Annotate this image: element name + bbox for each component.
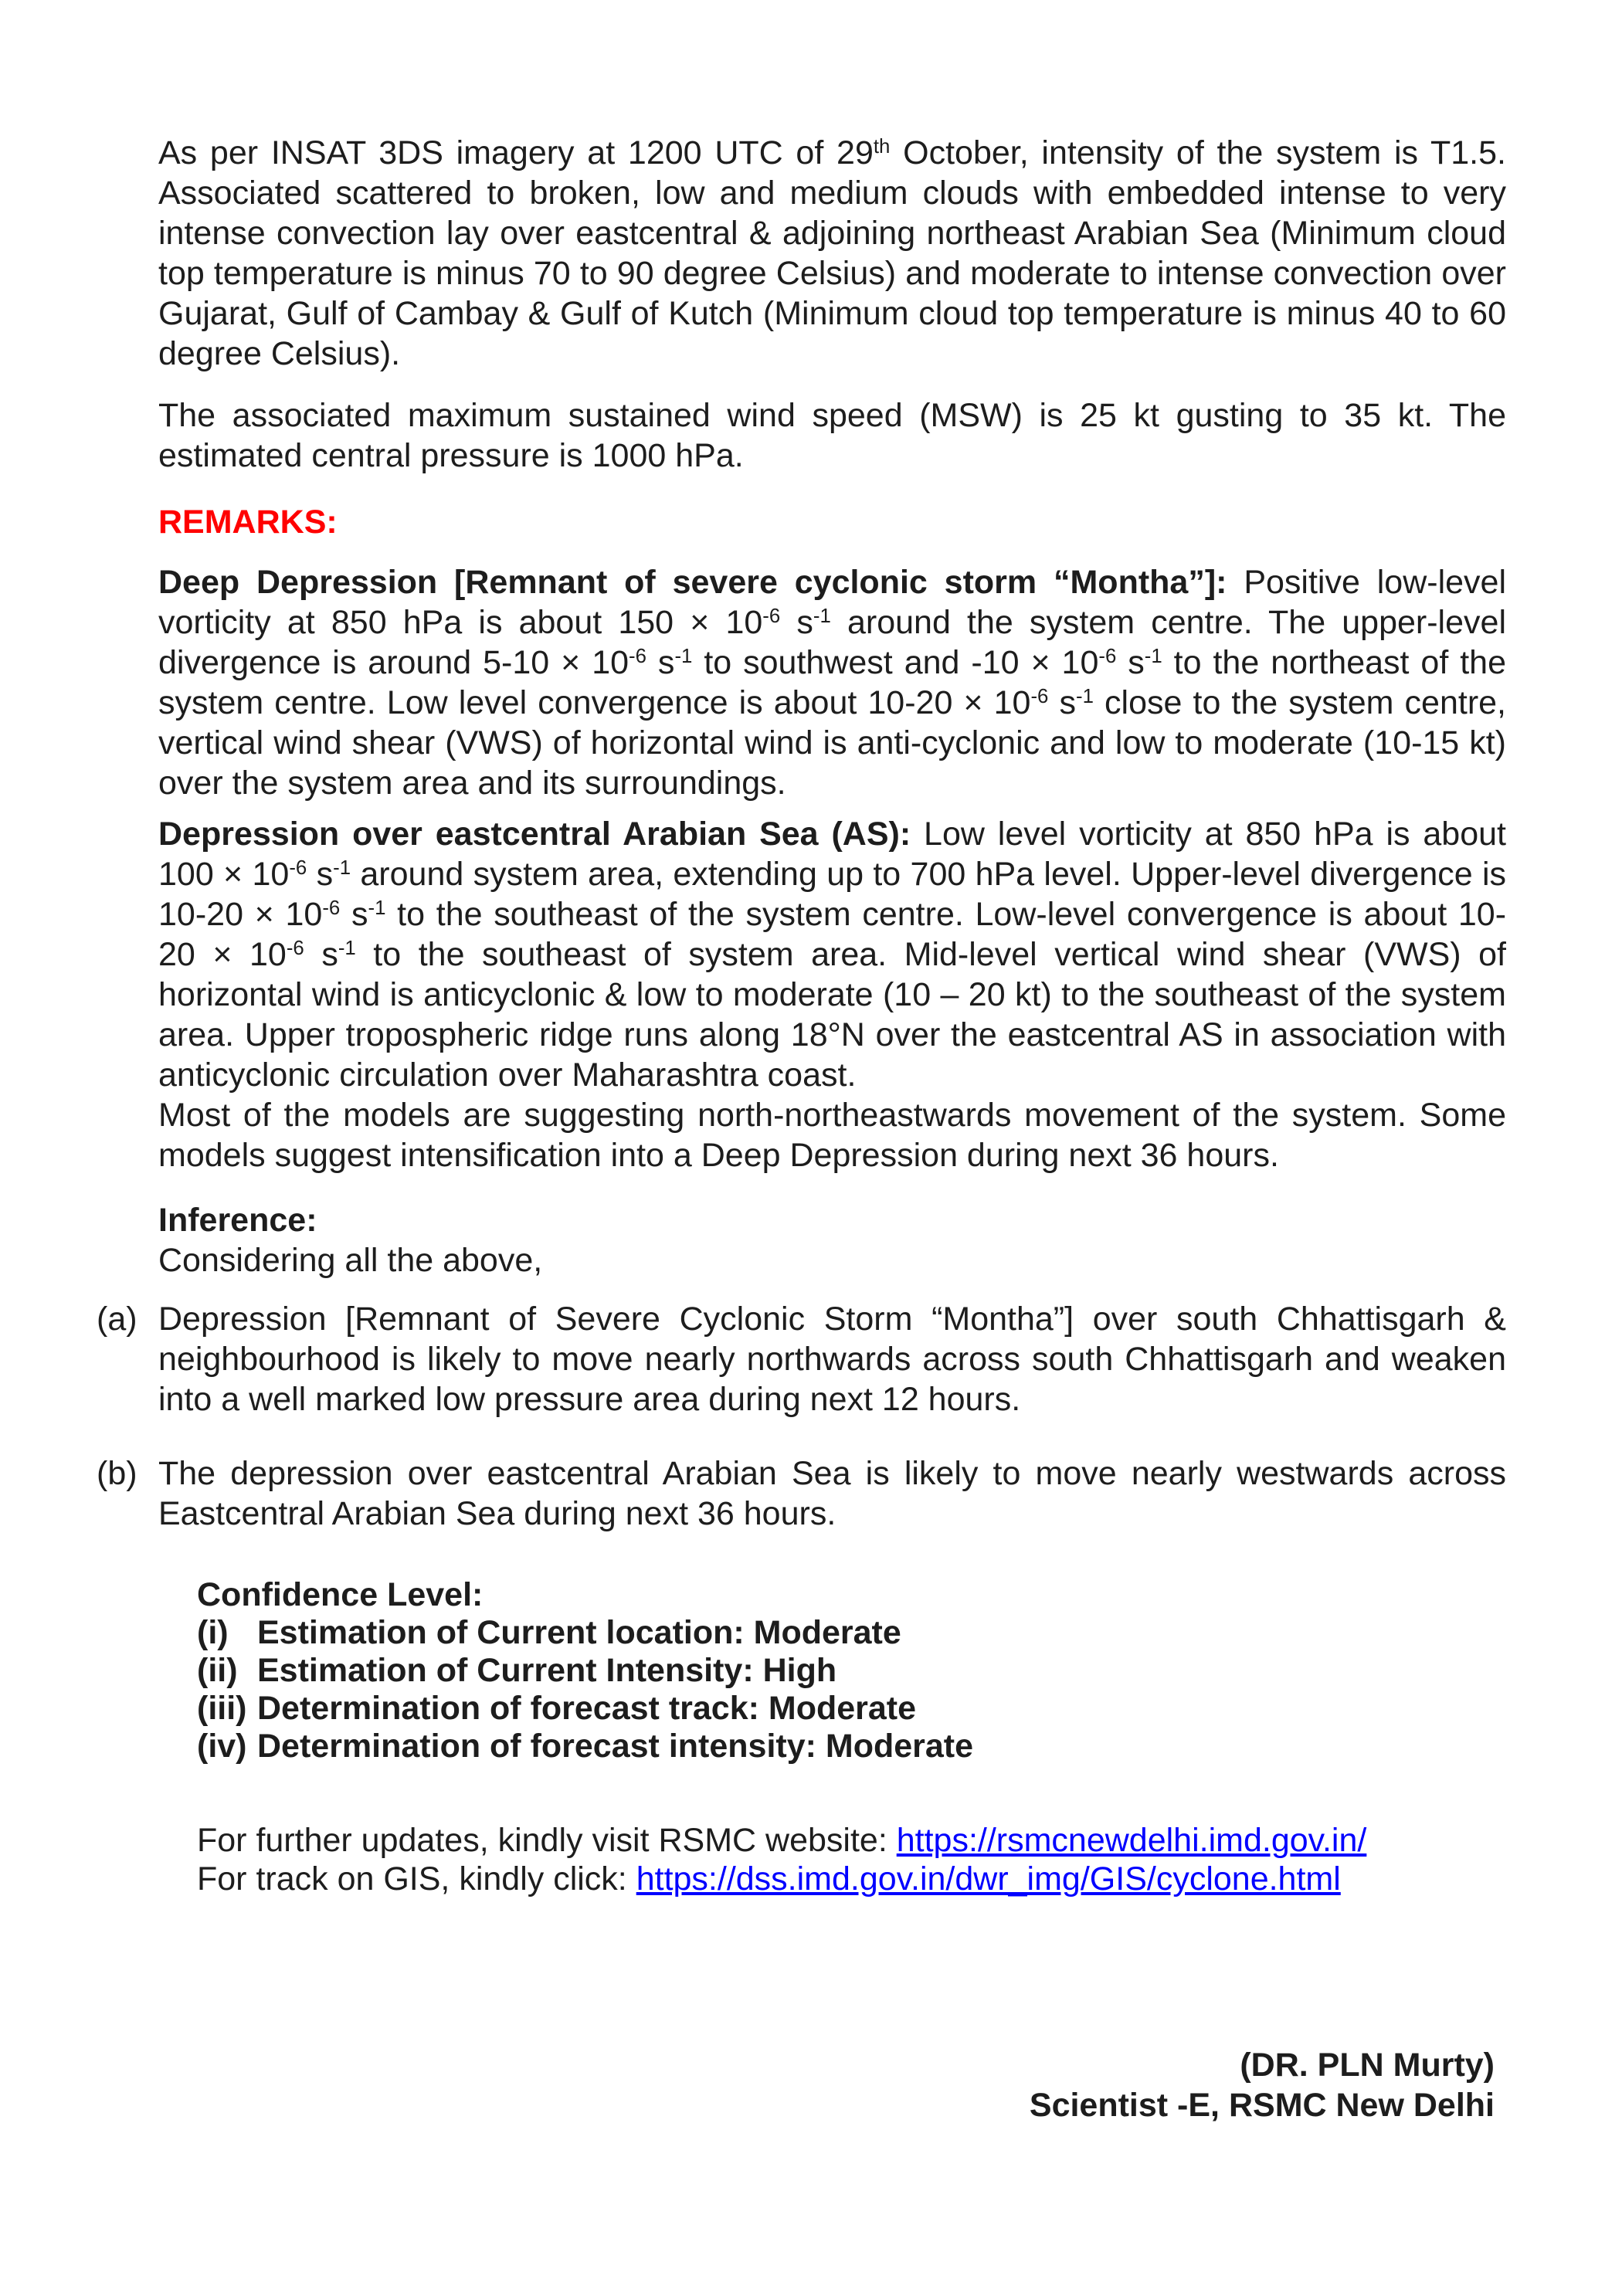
confidence-item-forecast-track <box>197 1690 1506 1728</box>
inference-heading: Inference: <box>158 1202 317 1239</box>
inference-item-b-label: (b) <box>97 1455 137 1492</box>
signature-block <box>158 2045 1495 2125</box>
confidence-item-forecast-intensity-label: (iv) <box>197 1728 247 1765</box>
inference-item-a-text: Depression [Remnant of Severe Cyclonic Storm “Montha”] over south Chhattisgarh & neighbourhood is likely to move nearly northwards across south Chhattisgarh and weaken into a well marked low pressure area during next 12 hours. <box>158 1301 1506 1418</box>
confidence-item-forecast-track-text: Determination of forecast track: Moderate <box>257 1690 917 1727</box>
inference-item-b-text: The depression over eastcentral Arabian Sea is likely to move nearly westwards across Eastcentral Arabian Sea during next 36 hours. <box>158 1455 1506 1532</box>
rsmc-website-link[interactable]: https://rsmcnewdelhi.imd.gov.in/ <box>896 1822 1367 1859</box>
inference-item-b <box>97 1453 1506 1534</box>
confidence-level-block <box>197 1576 1506 1765</box>
inference-item-a <box>97 1299 1506 1419</box>
remarks-heading: REMARKS: <box>158 504 338 541</box>
paragraph-arabian-sea-depression-remarks: Depression over eastcentral Arabian Sea (AS): Low level vorticity at 850 hPa is about $100 \times 10^{-6}$ $s^{-1}$ around system area, extending up to 700 hPa level. Upper-level divergence is $10-20 \times 10^{-6}$ $s^{-1}$ to the southeast of the system centre. Low-level convergence is about $10-20 \times 10^{-6}$ $s^{-1}$ to the southeast of system area. Mid-level vertical wind shear (VWS) of horizontal wind is anticyclonic & low to moderate (10 – 20 kt) to the southeast of the system area. Upper tropospheric ridge runs along 18°N over the eastcentral AS in association with anticyclonic circulation over Maharashtra coast. <box>158 816 1507 1094</box>
confidence-item-intensity-text: Estimation of Current Intensity: High <box>257 1652 837 1689</box>
gis-track-line: For track on GIS, kindly click: https://dss.imd.gov.in/dwr_img/GIS/cyclone.html <box>197 1860 1341 1898</box>
paragraph-satellite-observation: As per INSAT 3DS imagery at 1200 UTC of 29th October, intensity of the system is T1.5. Associated scattered to broken, low and medium clouds with embedded intense to very intense convection lay over eastcentral & adjoining northeast Arabian Sea (Minimum cloud top temperature is minus 70 to 90 degree Celsius) and moderate to intense convection over Gujarat, Gulf of Cambay & Gulf of Kutch (Minimum cloud top temperature is minus 40 to 60 degree Celsius). <box>158 134 1506 372</box>
confidence-item-forecast-track-label: (iii) <box>197 1690 247 1727</box>
confidence-item-forecast-intensity-text: Determination of forecast intensity: Moderate <box>257 1728 974 1765</box>
confidence-item-location <box>197 1614 1506 1652</box>
signature-name: (DR. PLN Murty) <box>1240 2047 1495 2084</box>
inference-item-a-label: (a) <box>97 1301 137 1338</box>
confidence-item-location-text: Estimation of Current location: Moderate <box>257 1614 901 1651</box>
signature-designation: Scientist -E, RSMC New Delhi <box>1029 2087 1495 2124</box>
confidence-item-intensity-label: (ii) <box>197 1652 238 1689</box>
rsmc-website-line: For further updates, kindly visit RSMC website: https://rsmcnewdelhi.imd.gov.in/ <box>197 1822 1367 1859</box>
paragraph-wind-pressure: The associated maximum sustained wind speed (MSW) is 25 kt gusting to 35 kt. The estimated central pressure is 1000 hPa. <box>158 397 1506 474</box>
paragraph-model-guidance: Most of the models are suggesting north-northeastwards movement of the system. Some models suggest intensification into a Deep Depression during next 36 hours. <box>158 1097 1506 1174</box>
further-updates-block <box>197 1821 1506 1898</box>
confidence-item-intensity <box>197 1652 1506 1690</box>
paragraph-considering: Considering all the above, <box>158 1242 543 1279</box>
confidence-level-heading: Confidence Level: <box>197 1576 484 1613</box>
gis-cyclone-link[interactable]: https://dss.imd.gov.in/dwr_img/GIS/cyclone.html <box>636 1860 1341 1898</box>
confidence-item-forecast-intensity <box>197 1728 1506 1765</box>
paragraph-deep-depression-remarks: Deep Depression [Remnant of severe cyclonic storm “Montha”]: Positive low-level vorticity at 850 hPa is about $150 \times 10^{-6}$ $s^{-1}$ around the system centre. The upper-level divergence is around $5-10 \times 10^{-6}$ $s^{-1}$ to southwest and $-10 \times 10^{-6}$ $s^{-1}$ to the northeast of the system centre. Low level convergence is about $10-20 \times 10^{-6}$ $s^{-1}$ close to the system centre, vertical wind shear (VWS) of horizontal wind is anti-cyclonic and low to moderate (10-15 kt) over the system area and its surroundings. <box>158 564 1507 802</box>
confidence-item-location-label: (i) <box>197 1614 229 1651</box>
